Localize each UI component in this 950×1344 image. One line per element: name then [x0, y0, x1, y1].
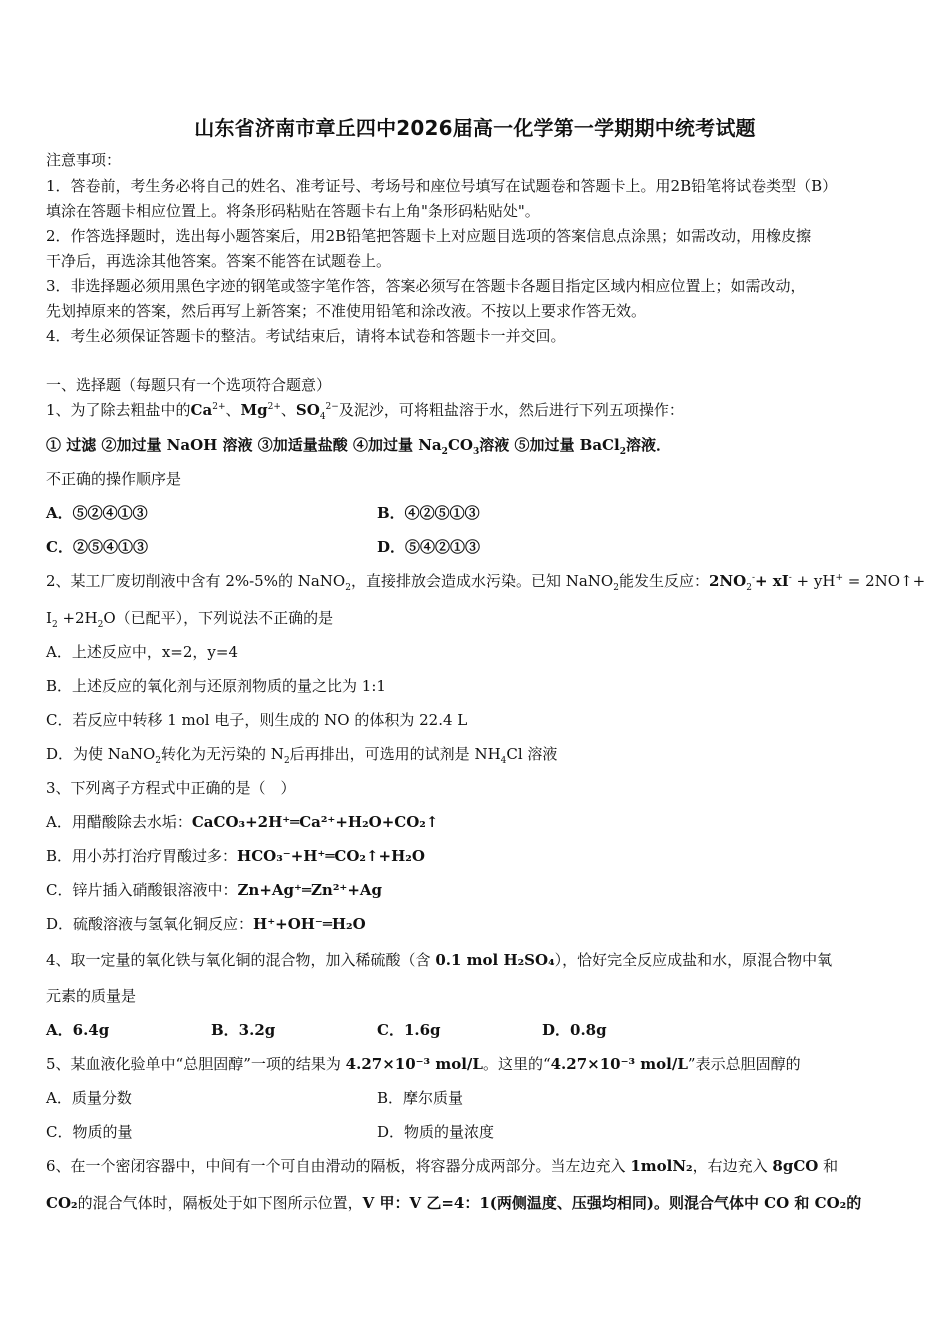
notice-line-7: 4．考生必须保证答题卡的整洁。考试结束后，请将本试卷和答题卡一并交回。 — [46, 327, 566, 345]
q1-ask: 不正确的操作顺序是 — [46, 470, 182, 488]
q2-stem: 2、某工厂废切削液中含有 2%-5%的 NaNO$_2$，直接排放会造成水污染。已知 NaNO$_2$能发生反应：$2NO_2^-+ xI^- + yH^+$ = 2NO↑+ — [46, 572, 926, 593]
notice-line-5: 3．非选择题必须用黑色字迹的钢笔或签字笔作答，答案必须写在答题卡各题目指定区域内相应位置上；如需改动， — [46, 277, 806, 295]
notice-line-4: 干净后，再选涂其他答案。答案不能答在试题卷上。 — [46, 252, 392, 270]
notice-line-1: 1．答卷前，考生务必将自己的姓名、准考证号、考场号和座位号填写在试题卷和答题卡上。用2B铅笔将试卷类型（B） — [46, 177, 838, 195]
q3-option-b: B．用小苏打治疗胃酸过多：HCO₃⁻+H⁺═CO₂↑+H₂O — [46, 847, 425, 865]
q4-option-d: D．0.8g — [542, 1021, 607, 1039]
q3-option-d: D．硫酸溶液与氢氧化铜反应：H⁺+OH⁻═H₂O — [46, 915, 366, 933]
q4-option-b: B．3.2g — [211, 1021, 276, 1039]
notice-heading: 注意事项： — [46, 151, 122, 169]
q5-option-d: D．物质的量浓度 — [377, 1123, 495, 1141]
q5-options-row1 — [46, 1087, 908, 1109]
q1-options-row1 — [46, 502, 908, 524]
q4-stem: 4、取一定量的氧化铁与氧化铜的混合物，加入稀硫酸（含 0.1 mol H₂SO₄），恰好完全反应成盐和水，原混合物中氧 — [46, 951, 833, 969]
q2-option-a: A．上述反应中，x=2，y=4 — [46, 643, 238, 661]
q2-option-d: D．为使 NaNO$_2$转化为无污染的 $N_2$后再排出，可选用的试剂是 $NH_4Cl$ 溶液 — [46, 745, 558, 766]
notice-line-2: 填涂在答题卡相应位置上。将条形码粘贴在答题卡右上角"条形码粘贴处"。 — [46, 202, 540, 220]
page-title: 山东省济南市章丘四中2026届高一化学第一学期期中统考试题 — [194, 116, 756, 140]
q2-option-c: C．若反应中转移 1 mol 电子，则生成的 NO 的体积为 22.4 L — [46, 711, 468, 729]
q4-option-c: C．1.6g — [377, 1021, 441, 1039]
q1-option-b: B．④②⑤①③ — [377, 504, 480, 522]
q5-option-b: B．摩尔质量 — [377, 1089, 464, 1107]
q5-stem: 5、某血液化验单中“总胆固醇”一项的结果为 4.27×10⁻³ mol/L。这里的“4.27×10⁻³ mol/L”表示总胆固醇的 — [46, 1055, 801, 1073]
q2-option-b: B．上述反应的氧化剂与还原剂物质的量之比为 1:1 — [46, 677, 386, 695]
q3-option-a: A．用醋酸除去水垢：CaCO₃+2H⁺═Ca²⁺+H₂O+CO₂↑ — [46, 813, 439, 831]
q4-options — [46, 1019, 908, 1041]
q1-operations: ① 过滤 ②加过量 NaOH 溶液 ③加适量盐酸 ④加过量 $Na_2CO_3$溶液 ⑤加过量 BaCl$_2$溶液． — [46, 436, 671, 457]
q3-option-c: C．锌片插入硝酸银溶液中：Zn+Ag⁺═Zn²⁺+Ag — [46, 881, 383, 899]
q2-stem-line2: $I_2 +2H_2O$（已配平），下列说法不正确的是 — [46, 609, 334, 630]
q1-stem: 1、为了除去粗盐中的$Ca^{2+}$、$Mg^{2+}$、$SO_4^{2-}$及泥沙，可将粗盐溶于水，然后进行下列五项操作： — [46, 401, 684, 422]
q1-options-row2 — [46, 536, 908, 558]
q4-option-a: A．6.4g — [46, 1021, 110, 1039]
q3-stem: 3、下列离子方程式中正确的是（ ） — [46, 779, 296, 797]
q1-option-c: C．②⑤④①③ — [46, 538, 148, 556]
q1-option-d: D．⑤④②①③ — [377, 538, 481, 556]
notice-line-3: 2．作答选择题时，选出每小题答案后，用2B铅笔把答题卡上对应题目选项的答案信息点涂黑；如需改动，用橡皮擦 — [46, 227, 812, 245]
q1-option-a: A．⑤②④①③ — [46, 504, 148, 522]
q5-option-a: A．质量分数 — [46, 1089, 132, 1107]
q5-option-c: C．物质的量 — [46, 1123, 133, 1141]
notice-line-6: 先划掉原来的答案，然后再写上新答案；不准使用铅笔和涂改液。不按以上要求作答无效。 — [46, 302, 647, 320]
section-heading: 一、选择题（每题只有一个选项符合题意） — [46, 376, 332, 394]
q4-stem-line2: 元素的质量是 — [46, 987, 137, 1005]
q5-options-row2 — [46, 1121, 908, 1143]
q6-stem: 6、在一个密闭容器中，中间有一个可自由滑动的隔板，将容器分成两部分。当左边充入 1molN₂，右边充入 8gCO 和 — [46, 1157, 839, 1175]
q6-stem-line2: CO₂的混合气体时，隔板处于如下图所示位置，V 甲：V 乙=4：1(两侧温度、压强均相同)。则混合气体中 CO 和 CO₂的 — [46, 1194, 862, 1212]
